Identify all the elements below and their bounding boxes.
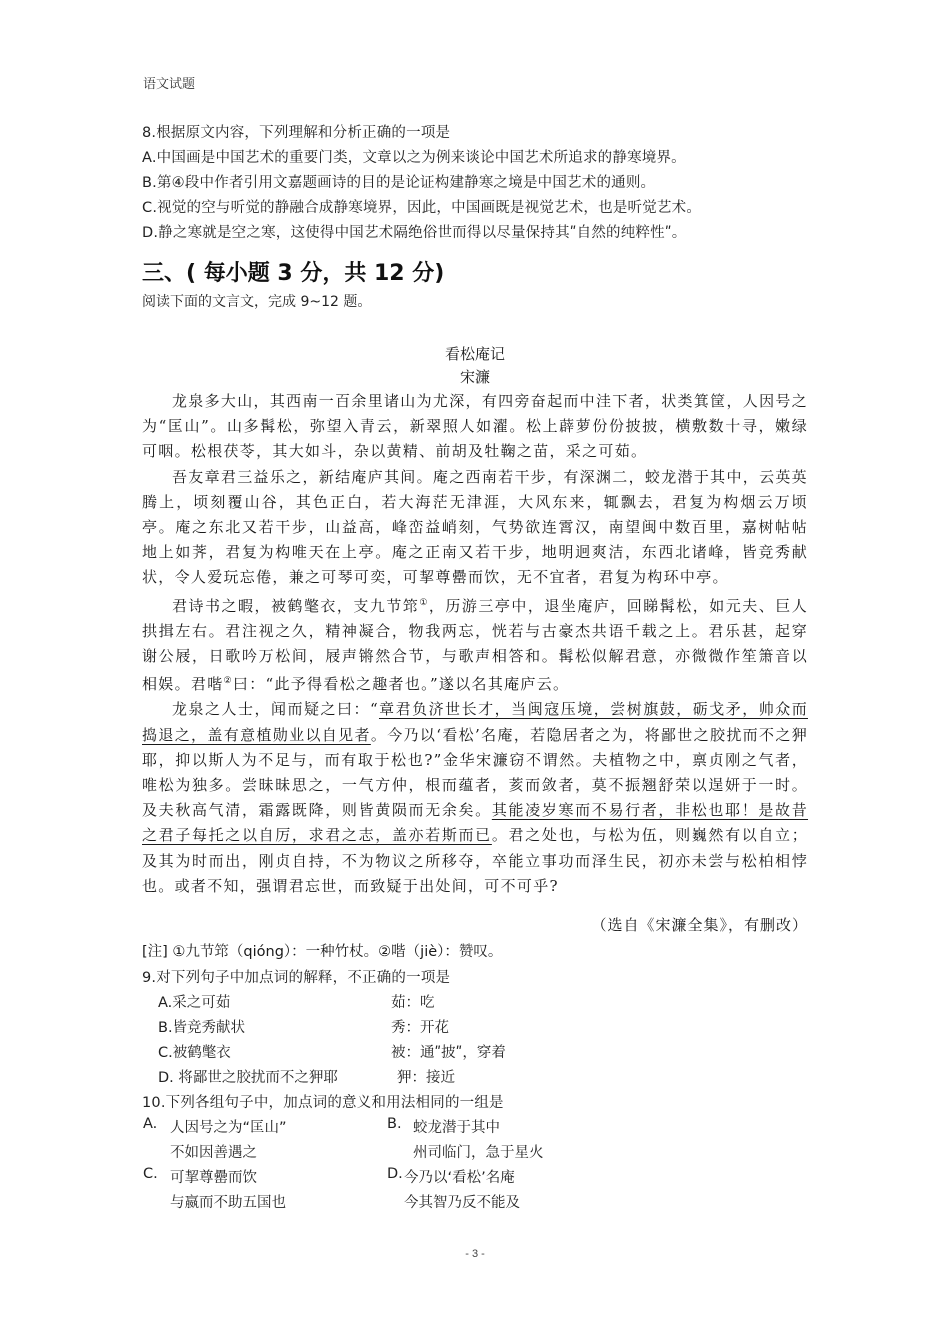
q10-option-c-label: C. <box>143 1166 158 1182</box>
q10-option-a-label: A. <box>143 1116 158 1132</box>
q10-option-b-line2: 州司临门，急于星火 <box>413 1145 544 1161</box>
q10-option-b-line1: 蛟龙潜于其中 <box>413 1120 500 1136</box>
q9-gloss-b: 秀：开花 <box>391 1020 449 1036</box>
q8-option-c: C.视觉的空与听觉的静融合成静寒境界，因此，中国画既是视觉艺术，也是听觉艺术。 <box>142 200 702 216</box>
q10-option-d-line1: 今乃以‘看松’名庵 <box>404 1170 515 1186</box>
q9-option-d: D. 将鄙世之胶扰而不之狎耶 <box>158 1070 338 1086</box>
q9-option-b: B.皆竞秀献状 <box>158 1020 246 1036</box>
footnote-marker-2: ② <box>223 676 233 687</box>
q8-stem: 8.根据原文内容，下列理解和分析正确的一项是 <box>142 125 451 141</box>
passage-author: 宋濂 <box>459 368 490 386</box>
page-header: 语文试题 <box>143 77 196 92</box>
text: 曰：“此予得看松之趣者也。”遂以名其庵庐云。 <box>232 675 570 694</box>
section-heading: 三、( 每小题 3 分，共 12 分) <box>142 261 445 286</box>
underlined-sentence-1: 章君负济世长才，当闽寇压境，尝树旗鼓，砺戈矛，帅众而捣退之，盖有意植勋业以自见者 <box>142 700 808 744</box>
underlined-sentence-2: 其能凌岁寒而不易行者，非松也耶！是故昔之君子每托之以自厉，求君之志，盖亦若斯而已 <box>142 801 809 845</box>
page-number: - 3 - <box>465 1248 485 1260</box>
text: 君诗书之暇，被鹤氅衣，支九节筇 <box>172 596 420 615</box>
q8-option-b: B.第④段中作者引用文嘉题画诗的目的是论证构建静寒之境是中国艺术的通则。 <box>142 175 656 191</box>
paragraph-1: 龙泉多大山，其西南一百余里诸山为尤深，有四旁奋起而中洼下者，状类箕筐，人因号之为“匡山”。山多髯松，弥望入青云，新翠照人如濯。松上薜萝份份披披，横敷数十寻，嫩绿可咽。松根茯苓，其大如斗，杂以黄精、前胡及牡鞠之苗，采之可茹。 <box>142 392 808 461</box>
q9-stem: 9.对下列句子中加点词的解释，不正确的一项是 <box>142 970 451 986</box>
q10-option-a-line2: 不如因善遇之 <box>170 1145 257 1161</box>
passage-title: 看松庵记 <box>444 345 505 363</box>
q10-option-c-line2: 与嬴而不助五国也 <box>170 1195 286 1211</box>
text: 。今乃以‘看松’名庵，若隐居者之为，将鄙世之胶扰而不之狎耶，抑以斯人为不足与，而有取于松也?”金华宋濂窃不谓然。夫植物之中，禀贞刚之气者，唯松为独多。尝昧昧思之，一气方仲，根而蕴者，荄而敛者，莫不振翘舒荣以逞妍于一时。及夫秋高气清，霜露既降，则皆黄陨而无余矣。 <box>142 725 808 820</box>
q9-gloss-c: 被：通ʺ披ʺ，穿着 <box>391 1045 506 1061</box>
text: ，历游三亭中，退坐庵庐，回睇髯松，如元夫、巨人拱揖左右。君注视之久，精神凝合，物我两忘，恍若与古豪杰共语千载之上。君乐甚，起穿谢公屐，日歌吟万松间，屐声锵然合节，与歌声相答和。髯松似解君意，亦微微作笙箫音以相娱。君喈 <box>142 596 808 694</box>
q10-option-b-label: B. <box>387 1116 402 1132</box>
q10-stem: 10.下列各组句子中，加点词的意义和用法相同的一组是 <box>142 1095 504 1111</box>
q8-option-d: D.静之寒就是空之寒，这使得中国艺术隔绝俗世而得以尽量保持其ʺ自然的纯粹性ʺ。 <box>142 225 687 241</box>
q9-option-a: A.采之可茹 <box>158 995 231 1011</box>
text: 。君之处也，与松为伍，则巍然有以自立；及其为时而出，刚贞自持，不为物议之所移夺，卒能立事功而泽生民，初亦未尝与松柏相悖也。或者不知，强谓君忘世，而致疑于出处间，可不可乎? <box>142 826 809 895</box>
paragraph-2: 吾友章君三益乐之，新结庵庐其间。庵之西南若干步，有深渊二，蛟龙潜于其中，云英英腾上，顷刻覆山谷，其色正白，若大海茫无津涯，大风东来，辄飘去，君复为构烟云万顷亭。庵之东北又若干步，山益高，峰峦益峭刻，气势欲连霄汉，南望闽中数百里，嘉树帖帖地上如荠，君复为构唯天在上亭。庵之正南又若干步，地明迥爽洁，东西北诸峰，皆竞秀献状，令人爱玩忘倦，兼之可琴可奕，可挈尊罍而饮，无不宜者，君复为构环中亭。 <box>142 467 808 587</box>
footnotes: [注] ①九节筇（qióng）：一种竹杖。②喈（jiè）：赞叹。 <box>142 944 503 960</box>
q9-gloss-a: 茹：吃 <box>391 995 435 1011</box>
paragraph-4 <box>142 697 808 899</box>
q10-option-a-line1: 人因号之为“匡山” <box>170 1120 287 1136</box>
q8-option-a: A.中国画是中国艺术的重要门类，文章以之为例来谈论中国艺术所追求的静寒境界。 <box>142 150 686 166</box>
paragraph-3 <box>142 591 808 698</box>
q10-option-c-line1: 可挈尊罍而饮 <box>170 1170 257 1186</box>
q10-option-d-label: D. <box>387 1166 403 1182</box>
passage-body <box>142 389 808 899</box>
section-intro: 阅读下面的文言文，完成 9~12 题。 <box>142 294 372 310</box>
q9-option-c: C.被鹤氅衣 <box>158 1045 231 1061</box>
q9-gloss-d: 狎：接近 <box>397 1070 455 1086</box>
passage-source: （选自《宋濂全集》，有删改） <box>591 916 808 934</box>
text: 龙泉之人士，闻而疑之曰：“ <box>172 700 379 719</box>
q10-option-d-line2: 今其智乃反不能及 <box>404 1195 520 1211</box>
footnote-marker-1: ① <box>419 597 429 608</box>
